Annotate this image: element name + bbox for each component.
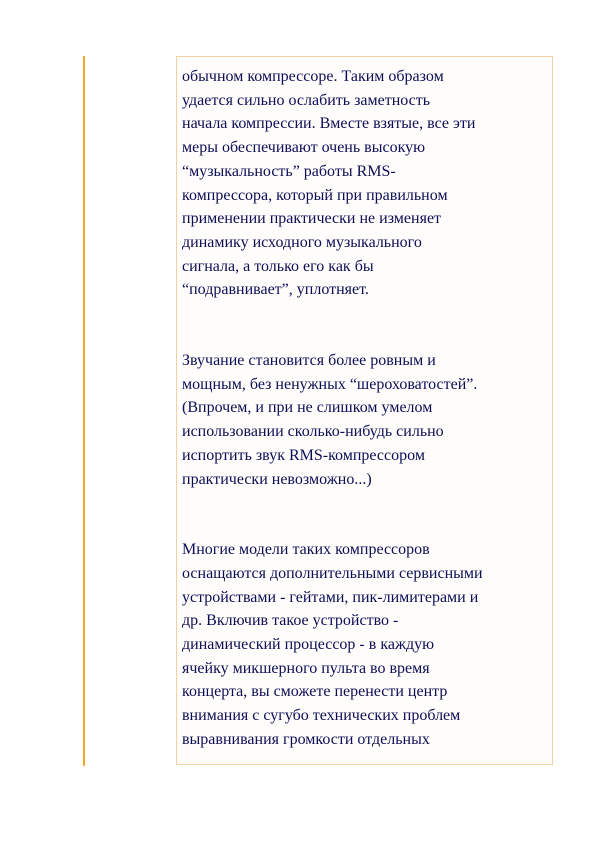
text-frame <box>176 56 553 765</box>
paragraph-2: Звучание становится более ровным и мощным, без ненужных “шероховатостей”. (Впрочем, и при не слишком умелом использовании сколько-нибудь сильно испортить звук RMS-компрессором практически невозможно...) <box>182 352 478 488</box>
paragraph-1: обычном компрессоре. Таким образом удается сильно ослабить заметность начала компрессии. Вместе взятые, все эти меры обеспечивают очень высокую “музыкальность” работы RMS- компрессора, который при правильном применении практически не изменяет динамику исходного музыкального сигнала, а только его как бы “подравнивает”, уплотняет. <box>182 68 476 299</box>
paragraph-3: Многие модели таких компрессоров оснащаются дополнительными сервисными устройствами - гейтами, пик-лимитерами и др. Включив такое устройство - динамический процессор - в каждую ячейку микшерного пульта во время концерта, вы сможете перенести центр внимания с сугубо технических проблем выравнивания громкости отдельных <box>182 541 483 748</box>
margin-rule <box>83 56 85 766</box>
